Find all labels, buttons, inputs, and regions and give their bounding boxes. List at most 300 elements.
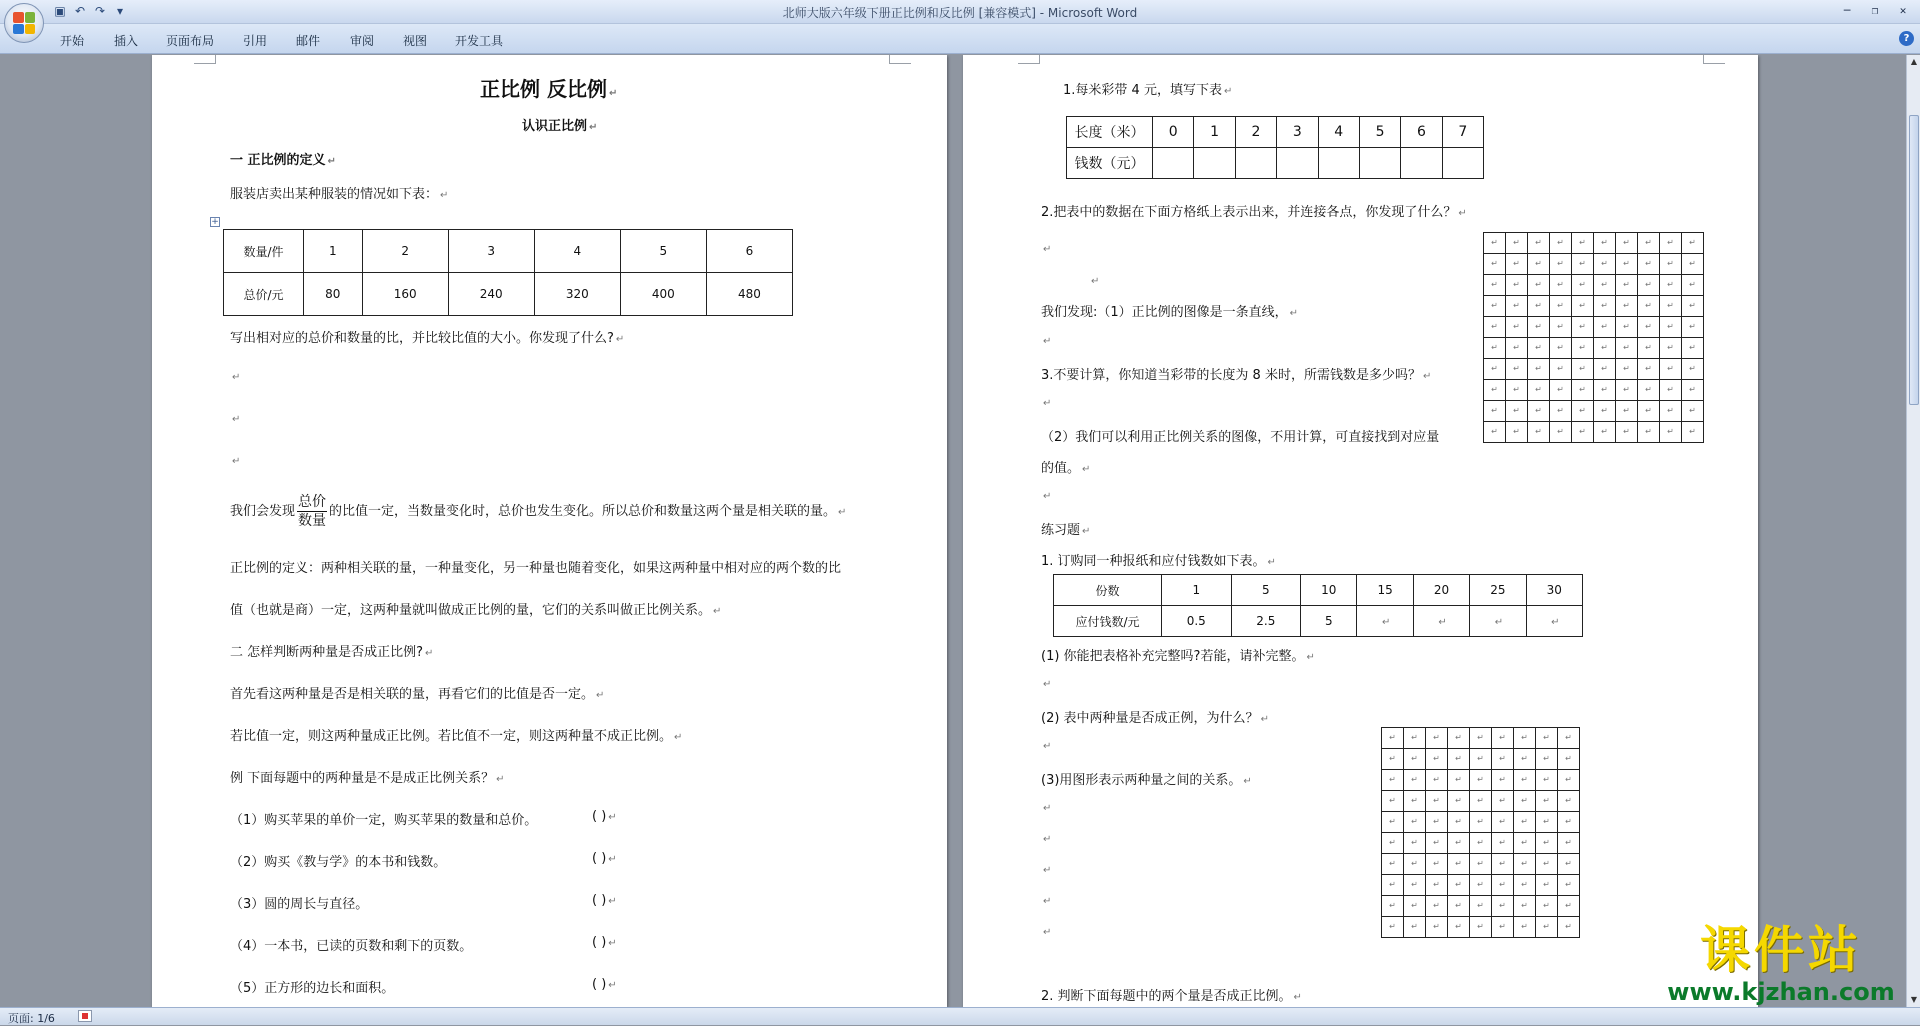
grid-cell[interactable]: ↵: [1572, 380, 1594, 401]
tab-home[interactable]: 开始: [60, 34, 85, 48]
grid-cell[interactable]: ↵: [1572, 359, 1594, 380]
grid-cell[interactable]: ↵: [1558, 728, 1580, 749]
grid-cell[interactable]: ↵: [1492, 833, 1514, 854]
tab-references[interactable]: 引用: [243, 34, 268, 48]
finding-text: 我们发现:（1）正比例的图像是一条直线， ↵: [1041, 305, 1299, 320]
judge-text-2: 若比值一定，则这两种量成正比例。若比值不一定，则这两种量不成正比例。 ↵: [230, 729, 683, 744]
grid-cell[interactable]: ↵: [1470, 749, 1492, 770]
grid-cell[interactable]: ↵: [1594, 317, 1616, 338]
answer-bracket: ( ) ↵: [592, 893, 617, 908]
grid-cell[interactable]: ↵: [1550, 254, 1572, 275]
tab-insert[interactable]: 插入: [114, 34, 139, 48]
grid-cell[interactable]: ↵: [1616, 380, 1638, 401]
question-2: 2.把表中的数据在下面方格纸上表示出来，并连接各点，你发现了什么？ ↵: [1041, 205, 1467, 220]
grid-cell[interactable]: ↵: [1594, 296, 1616, 317]
paragraph-mark: ↵: [1043, 803, 1052, 814]
grid-cell[interactable]: ↵: [1426, 791, 1448, 812]
grid-cell[interactable]: ↵: [1514, 812, 1536, 833]
table-cell: 0.5: [1162, 606, 1232, 637]
grid-cell[interactable]: ↵: [1514, 875, 1536, 896]
table-cell[interactable]: [1401, 148, 1442, 179]
grid-cell[interactable]: ↵: [1470, 875, 1492, 896]
tab-view[interactable]: 视图: [403, 34, 428, 48]
grid-cell[interactable]: ↵: [1506, 233, 1528, 254]
grid-cell[interactable]: ↵: [1638, 275, 1660, 296]
table-cell: 480: [706, 273, 792, 316]
table-cell[interactable]: ↵: [1470, 606, 1526, 637]
list-item: （4）一本书，已读的页数和剩下的页数。: [230, 939, 473, 954]
grid-cell[interactable]: ↵: [1550, 275, 1572, 296]
grid-row: [1382, 728, 1580, 749]
grid-cell[interactable]: ↵: [1404, 749, 1426, 770]
table-cell: 0: [1153, 117, 1194, 148]
grid-cell[interactable]: ↵: [1484, 380, 1506, 401]
grid-cell[interactable]: ↵: [1492, 896, 1514, 917]
answer-bracket: ( ) ↵: [592, 935, 617, 950]
grid-cell[interactable]: ↵: [1404, 875, 1426, 896]
page-indicator[interactable]: 页面: 1/6: [8, 1012, 55, 1025]
grid-cell[interactable]: ↵: [1536, 770, 1558, 791]
list-item: （5）正方形的边长和面积。: [230, 981, 395, 996]
grid-cell[interactable]: ↵: [1448, 728, 1470, 749]
grid-cell[interactable]: ↵: [1682, 233, 1704, 254]
grid-cell[interactable]: ↵: [1616, 233, 1638, 254]
grid-cell[interactable]: ↵: [1550, 380, 1572, 401]
scrollbar-thumb[interactable]: [1909, 115, 1919, 405]
grid-cell[interactable]: ↵: [1426, 728, 1448, 749]
grid-cell[interactable]: ↵: [1426, 917, 1448, 938]
grid-cell[interactable]: ↵: [1382, 728, 1404, 749]
table-cell[interactable]: [1359, 148, 1400, 179]
table-row: [224, 230, 793, 273]
paragraph-mark: ↵: [232, 456, 241, 467]
grid-cell[interactable]: ↵: [1594, 275, 1616, 296]
grid-cell[interactable]: ↵: [1616, 338, 1638, 359]
grid-cell[interactable]: ↵: [1492, 854, 1514, 875]
grid-cell[interactable]: ↵: [1448, 896, 1470, 917]
grid-cell[interactable]: ↵: [1484, 296, 1506, 317]
grid-cell[interactable]: ↵: [1536, 854, 1558, 875]
grid-cell[interactable]: ↵: [1506, 296, 1528, 317]
grid-cell[interactable]: ↵: [1382, 812, 1404, 833]
grid-cell[interactable]: ↵: [1448, 833, 1470, 854]
table-cell: 160: [362, 273, 448, 316]
grid-cell[interactable]: ↵: [1404, 833, 1426, 854]
grid-cell[interactable]: ↵: [1660, 380, 1682, 401]
scroll-up-icon[interactable]: ▲: [1910, 57, 1918, 66]
grid-cell[interactable]: ↵: [1492, 749, 1514, 770]
grid-cell[interactable]: ↵: [1484, 233, 1506, 254]
grid-cell[interactable]: ↵: [1638, 254, 1660, 275]
table-cell: 2.5: [1231, 606, 1301, 637]
graph-paper-1: [1483, 232, 1704, 443]
grid-cell[interactable]: ↵: [1528, 296, 1550, 317]
grid-cell[interactable]: ↵: [1558, 791, 1580, 812]
grid-cell[interactable]: ↵: [1682, 317, 1704, 338]
office-button[interactable]: [4, 3, 44, 43]
grid-cell[interactable]: ↵: [1470, 770, 1492, 791]
grid-cell[interactable]: ↵: [1484, 359, 1506, 380]
minimize-icon[interactable]: ─: [1843, 4, 1851, 17]
grid-cell[interactable]: ↵: [1514, 833, 1536, 854]
grid-cell[interactable]: ↵: [1528, 233, 1550, 254]
grid-cell[interactable]: ↵: [1594, 422, 1616, 443]
grid-cell[interactable]: ↵: [1470, 854, 1492, 875]
office-logo-icon: [13, 12, 35, 34]
grid-cell[interactable]: ↵: [1660, 317, 1682, 338]
grid-cell[interactable]: ↵: [1550, 338, 1572, 359]
grid-cell[interactable]: ↵: [1448, 749, 1470, 770]
paragraph-mark: ↵: [1043, 896, 1052, 907]
grid-cell[interactable]: ↵: [1514, 896, 1536, 917]
table-cell: 10: [1301, 575, 1357, 606]
vertical-scrollbar[interactable]: [1906, 55, 1920, 1007]
grid-cell[interactable]: ↵: [1382, 833, 1404, 854]
grid-cell[interactable]: ↵: [1660, 275, 1682, 296]
practice-question-2: 2. 判断下面每题中的两个量是否成正比例。 ↵: [1041, 989, 1302, 1004]
grid-cell[interactable]: ↵: [1558, 770, 1580, 791]
grid-cell[interactable]: ↵: [1558, 749, 1580, 770]
grid-cell[interactable]: ↵: [1682, 422, 1704, 443]
grid-cell[interactable]: ↵: [1550, 296, 1572, 317]
grid-cell[interactable]: ↵: [1660, 401, 1682, 422]
customize-toolbar-icon[interactable]: ▾: [116, 4, 124, 18]
table-cell: 320: [534, 273, 620, 316]
grid-cell[interactable]: ↵: [1382, 875, 1404, 896]
grid-cell[interactable]: ↵: [1660, 422, 1682, 443]
table-cell[interactable]: ↵: [1526, 606, 1582, 637]
table-cell[interactable]: ↵: [1413, 606, 1469, 637]
grid-cell[interactable]: ↵: [1492, 917, 1514, 938]
grid-cell[interactable]: ↵: [1514, 728, 1536, 749]
grid-cell[interactable]: ↵: [1506, 338, 1528, 359]
table-cell: 240: [448, 273, 534, 316]
grid-cell[interactable]: ↵: [1536, 812, 1558, 833]
grid-row: [1382, 875, 1580, 896]
grid-cell[interactable]: ↵: [1506, 359, 1528, 380]
grid-cell[interactable]: ↵: [1536, 875, 1558, 896]
grid-cell[interactable]: ↵: [1506, 422, 1528, 443]
grid-cell[interactable]: ↵: [1594, 233, 1616, 254]
redo-icon[interactable]: ↷: [94, 4, 106, 18]
grid-cell[interactable]: ↵: [1492, 770, 1514, 791]
grid-cell[interactable]: ↵: [1550, 422, 1572, 443]
grid-cell[interactable]: ↵: [1470, 896, 1492, 917]
grid-cell[interactable]: ↵: [1404, 896, 1426, 917]
grid-cell[interactable]: ↵: [1448, 875, 1470, 896]
grid-cell[interactable]: ↵: [1506, 380, 1528, 401]
grid-cell[interactable]: ↵: [1558, 896, 1580, 917]
grid-cell[interactable]: ↵: [1528, 401, 1550, 422]
grid-cell[interactable]: ↵: [1426, 833, 1448, 854]
table-cell[interactable]: [1318, 148, 1359, 179]
grid-row: [1382, 917, 1580, 938]
table-cell: 3: [1277, 117, 1318, 148]
grid-cell[interactable]: ↵: [1528, 254, 1550, 275]
grid-cell[interactable]: ↵: [1484, 254, 1506, 275]
grid-cell[interactable]: ↵: [1536, 896, 1558, 917]
watermark-url: www.kjzhan.com: [1667, 978, 1895, 1006]
grid-cell[interactable]: ↵: [1528, 422, 1550, 443]
grid-cell[interactable]: ↵: [1550, 359, 1572, 380]
table-cell[interactable]: [1277, 148, 1318, 179]
grid-cell[interactable]: ↵: [1558, 812, 1580, 833]
restore-icon[interactable]: ❐: [1871, 4, 1879, 17]
grid-cell[interactable]: ↵: [1514, 854, 1536, 875]
grid-cell[interactable]: ↵: [1492, 728, 1514, 749]
table-cell: 份数: [1054, 575, 1162, 606]
grid-cell[interactable]: ↵: [1514, 749, 1536, 770]
undo-icon[interactable]: ↶: [74, 4, 86, 18]
grid-cell[interactable]: ↵: [1638, 296, 1660, 317]
grid-cell[interactable]: ↵: [1514, 917, 1536, 938]
table-cell[interactable]: [1153, 148, 1194, 179]
definition-line-1: 正比例的定义：两种相关联的量，一种量变化，另一种量也随着变化，如果这两种量中相对应的两个数的比: [230, 561, 842, 576]
grid-cell[interactable]: ↵: [1682, 380, 1704, 401]
grid-cell[interactable]: ↵: [1484, 338, 1506, 359]
sub-question-1: (1) 你能把表格补充完整吗?若能，请补完整。 ↵: [1041, 649, 1315, 664]
grid-cell[interactable]: ↵: [1536, 728, 1558, 749]
grid-cell[interactable]: ↵: [1404, 917, 1426, 938]
crop-mark: [889, 55, 911, 64]
table-cell: 7: [1442, 117, 1483, 148]
grid-cell[interactable]: ↵: [1448, 917, 1470, 938]
grid-cell[interactable]: ↵: [1484, 401, 1506, 422]
grid-cell[interactable]: ↵: [1448, 791, 1470, 812]
grid-cell[interactable]: ↵: [1616, 254, 1638, 275]
table-cell: 5: [1359, 117, 1400, 148]
grid-cell[interactable]: ↵: [1638, 422, 1660, 443]
definition-line-2: 值（也就是商）一定，这两种量就叫做成正比例的量，它们的关系叫做正比例关系。 ↵: [230, 603, 722, 618]
crop-mark: [1703, 55, 1725, 64]
table-cell: 5: [1231, 575, 1301, 606]
grid-cell[interactable]: ↵: [1558, 917, 1580, 938]
paragraph-mark: ↵: [1043, 244, 1052, 255]
page-1: [152, 55, 947, 1007]
tab-page-layout[interactable]: 页面布局: [166, 34, 215, 48]
grid-row: [1484, 275, 1704, 296]
grid-cell[interactable]: ↵: [1492, 812, 1514, 833]
graph-paper-2: [1381, 727, 1580, 938]
grid-cell[interactable]: ↵: [1616, 422, 1638, 443]
grid-cell[interactable]: ↵: [1448, 770, 1470, 791]
grid-cell[interactable]: ↵: [1426, 854, 1448, 875]
grid-cell[interactable]: ↵: [1638, 401, 1660, 422]
grid-cell[interactable]: ↵: [1382, 770, 1404, 791]
grid-cell[interactable]: ↵: [1470, 812, 1492, 833]
table-cell: 25: [1470, 575, 1526, 606]
grid-cell[interactable]: ↵: [1550, 233, 1572, 254]
grid-cell[interactable]: ↵: [1638, 338, 1660, 359]
answer-bracket: ( ) ↵: [592, 809, 617, 824]
grid-cell[interactable]: ↵: [1506, 275, 1528, 296]
grid-cell[interactable]: ↵: [1594, 380, 1616, 401]
grid-cell[interactable]: ↵: [1682, 254, 1704, 275]
newspaper-table: [1053, 574, 1583, 637]
table-cell: 1: [1162, 575, 1232, 606]
tab-review[interactable]: 审阅: [350, 34, 375, 48]
grid-cell[interactable]: ↵: [1492, 875, 1514, 896]
grid-cell[interactable]: ↵: [1382, 917, 1404, 938]
grid-cell[interactable]: ↵: [1506, 401, 1528, 422]
grid-cell[interactable]: ↵: [1426, 875, 1448, 896]
grid-cell[interactable]: ↵: [1528, 359, 1550, 380]
grid-cell[interactable]: ↵: [1616, 296, 1638, 317]
grid-cell[interactable]: ↵: [1528, 317, 1550, 338]
grid-cell[interactable]: ↵: [1536, 749, 1558, 770]
grid-cell[interactable]: ↵: [1404, 854, 1426, 875]
grid-cell[interactable]: ↵: [1382, 854, 1404, 875]
grid-cell[interactable]: ↵: [1470, 917, 1492, 938]
grid-cell[interactable]: ↵: [1616, 401, 1638, 422]
grid-cell[interactable]: ↵: [1638, 317, 1660, 338]
window-title: 北师大版六年级下册正比例和反比例 [兼容模式] - Microsoft Word: [782, 6, 1138, 20]
tab-mailings[interactable]: 邮件: [296, 34, 321, 48]
grid-cell[interactable]: ↵: [1506, 254, 1528, 275]
proofing-icon[interactable]: [78, 1010, 92, 1022]
grid-cell[interactable]: ↵: [1660, 233, 1682, 254]
grid-cell[interactable]: ↵: [1572, 254, 1594, 275]
grid-cell[interactable]: ↵: [1682, 296, 1704, 317]
grid-cell[interactable]: ↵: [1404, 770, 1426, 791]
help-icon[interactable]: ?: [1899, 31, 1914, 46]
grid-cell[interactable]: ↵: [1426, 896, 1448, 917]
grid-cell[interactable]: ↵: [1572, 422, 1594, 443]
list-item: （2）购买《教与学》的本书和钱数。: [230, 855, 447, 870]
grid-cell[interactable]: ↵: [1572, 401, 1594, 422]
grid-cell[interactable]: ↵: [1660, 359, 1682, 380]
answer-bracket: ( ) ↵: [592, 977, 617, 992]
section-heading-2: 二 怎样判断两种量是否成正比例? ↵: [230, 645, 434, 660]
crop-mark: [194, 55, 216, 64]
ribbon-tabs: [0, 24, 1920, 54]
table-cell: 30: [1526, 575, 1582, 606]
grid-row: [1484, 254, 1704, 275]
table-cell: 5: [1301, 606, 1357, 637]
table-move-handle-icon[interactable]: +: [211, 217, 219, 227]
grid-cell[interactable]: ↵: [1660, 254, 1682, 275]
grid-cell[interactable]: ↵: [1514, 770, 1536, 791]
grid-cell[interactable]: ↵: [1382, 749, 1404, 770]
grid-cell[interactable]: ↵: [1572, 296, 1594, 317]
paragraph-mark: ↵: [1043, 741, 1052, 752]
table-cell: 4: [534, 230, 620, 273]
table-row: [224, 273, 793, 316]
intro-text: 服装店卖出某种服装的情况如下表： ↵: [230, 187, 449, 202]
tab-developer[interactable]: 开发工具: [455, 34, 504, 48]
grid-cell[interactable]: ↵: [1536, 917, 1558, 938]
grid-cell[interactable]: ↵: [1558, 854, 1580, 875]
grid-cell[interactable]: ↵: [1594, 359, 1616, 380]
crop-mark: [1018, 55, 1040, 64]
grid-cell[interactable]: ↵: [1558, 833, 1580, 854]
grid-cell[interactable]: ↵: [1638, 380, 1660, 401]
grid-cell[interactable]: ↵: [1558, 875, 1580, 896]
grid-cell[interactable]: ↵: [1484, 317, 1506, 338]
grid-cell[interactable]: ↵: [1404, 791, 1426, 812]
grid-row: [1484, 380, 1704, 401]
table-cell[interactable]: [1442, 148, 1483, 179]
grid-cell[interactable]: ↵: [1682, 359, 1704, 380]
example-heading: 例 下面每题中的两种量是不是成正比例关系？ ↵: [230, 771, 505, 786]
grid-cell[interactable]: ↵: [1536, 833, 1558, 854]
grid-cell[interactable]: ↵: [1660, 296, 1682, 317]
grid-cell[interactable]: ↵: [1528, 380, 1550, 401]
grid-cell[interactable]: ↵: [1448, 812, 1470, 833]
grid-cell[interactable]: ↵: [1572, 233, 1594, 254]
grid-cell[interactable]: ↵: [1470, 833, 1492, 854]
grid-cell[interactable]: ↵: [1536, 791, 1558, 812]
grid-cell[interactable]: ↵: [1594, 254, 1616, 275]
grid-cell[interactable]: ↵: [1550, 401, 1572, 422]
document-area: [0, 55, 1906, 1007]
title-bar: [0, 0, 1920, 24]
close-icon[interactable]: ✕: [1899, 4, 1907, 17]
grid-cell[interactable]: ↵: [1638, 233, 1660, 254]
grid-cell[interactable]: ↵: [1470, 791, 1492, 812]
grid-cell[interactable]: ↵: [1448, 854, 1470, 875]
paragraph-mark: ↵: [1043, 834, 1052, 845]
paragraph-mark: ↵: [1043, 865, 1052, 876]
grid-cell[interactable]: ↵: [1528, 275, 1550, 296]
grid-cell[interactable]: ↵: [1484, 422, 1506, 443]
grid-cell[interactable]: ↵: [1616, 317, 1638, 338]
table-cell: 1: [304, 230, 363, 273]
table-cell[interactable]: [1235, 148, 1276, 179]
grid-cell[interactable]: ↵: [1514, 791, 1536, 812]
grid-cell[interactable]: ↵: [1404, 728, 1426, 749]
grid-cell[interactable]: ↵: [1506, 317, 1528, 338]
grid-cell[interactable]: ↵: [1682, 275, 1704, 296]
grid-cell[interactable]: ↵: [1572, 317, 1594, 338]
page-title: 正比例 反比例 ↵: [480, 77, 618, 101]
grid-cell[interactable]: ↵: [1594, 338, 1616, 359]
grid-cell[interactable]: ↵: [1572, 338, 1594, 359]
grid-cell[interactable]: ↵: [1572, 275, 1594, 296]
table-cell: 6: [1401, 117, 1442, 148]
save-icon[interactable]: ▣: [54, 4, 66, 18]
grid-cell[interactable]: ↵: [1382, 791, 1404, 812]
grid-cell[interactable]: ↵: [1594, 401, 1616, 422]
grid-cell[interactable]: ↵: [1638, 359, 1660, 380]
table-cell: 长度（米）: [1067, 117, 1153, 148]
grid-cell[interactable]: ↵: [1682, 401, 1704, 422]
grid-cell[interactable]: ↵: [1528, 338, 1550, 359]
grid-cell[interactable]: ↵: [1426, 812, 1448, 833]
table-cell[interactable]: ↵: [1357, 606, 1413, 637]
scroll-down-icon[interactable]: ▼: [1910, 995, 1918, 1004]
grid-cell[interactable]: ↵: [1616, 359, 1638, 380]
table-cell: 2: [1235, 117, 1276, 148]
grid-cell[interactable]: ↵: [1616, 275, 1638, 296]
discovery-text: 我们会发现 $\frac{\text{总价}}{\text{数量}}$ 的比值一定，当数量变化时，总价也发生变化。所以总价和数量这两个量是相关联的量。 ↵: [230, 494, 847, 529]
grid-cell[interactable]: ↵: [1426, 749, 1448, 770]
table-cell[interactable]: [1194, 148, 1235, 179]
status-bar: [0, 1007, 1920, 1025]
grid-cell[interactable]: ↵: [1484, 275, 1506, 296]
grid-cell[interactable]: ↵: [1382, 896, 1404, 917]
grid-cell[interactable]: ↵: [1426, 770, 1448, 791]
grid-cell[interactable]: ↵: [1404, 812, 1426, 833]
grid-cell[interactable]: ↵: [1660, 338, 1682, 359]
grid-cell[interactable]: ↵: [1492, 791, 1514, 812]
grid-row: [1382, 896, 1580, 917]
table-cell: 1: [1194, 117, 1235, 148]
grid-cell[interactable]: ↵: [1682, 338, 1704, 359]
grid-cell[interactable]: ↵: [1470, 728, 1492, 749]
table-cell: 2: [362, 230, 448, 273]
grid-cell[interactable]: ↵: [1550, 317, 1572, 338]
